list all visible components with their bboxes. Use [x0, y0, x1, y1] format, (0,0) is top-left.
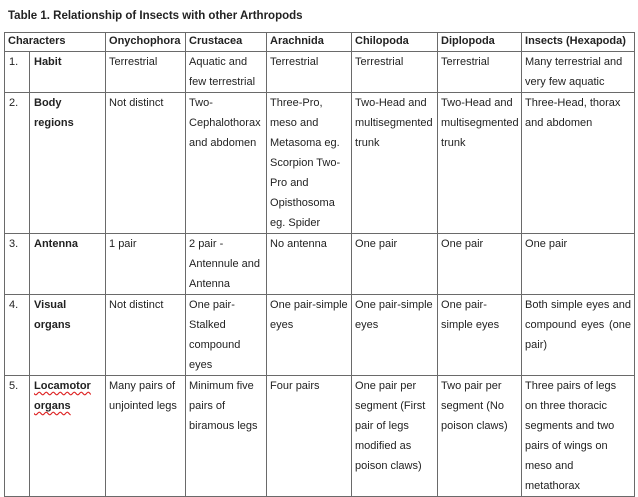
row-character: Antenna — [30, 234, 106, 295]
header-arachnida: Arachnida — [267, 33, 352, 52]
header-chilopoda: Chilopoda — [352, 33, 438, 52]
table-row — [5, 295, 635, 376]
row-character: Visual organs — [30, 295, 106, 376]
row-character: Body regions — [30, 93, 106, 234]
table-cell: Three-Pro, meso and Metasoma eg. Scorpion Two-Pro and Opisthosoma eg. Spider — [267, 93, 352, 234]
table-row — [5, 376, 635, 497]
table-cell: Terrestrial — [438, 52, 522, 93]
table-cell: One pair per segment (First pair of legs modified as poison claws) — [352, 376, 438, 497]
row-number: 3. — [5, 234, 30, 295]
header-diplopoda: Diplopoda — [438, 33, 522, 52]
header-characters: Characters — [5, 33, 106, 52]
table-cell: Three-Head, thorax and abdomen — [522, 93, 635, 234]
table-cell: One pair-simple eyes — [352, 295, 438, 376]
table-row — [5, 52, 635, 93]
table-cell: Two-Head and multisegmented trunk — [352, 93, 438, 234]
row-character: Locamotor organs — [30, 376, 106, 497]
table-cell: Both simple eyes and compound eyes (one pair) — [522, 295, 635, 376]
table-cell: 1 pair — [106, 234, 186, 295]
table-cell: One pair — [438, 234, 522, 295]
row-number: 1. — [5, 52, 30, 93]
header-row — [5, 33, 635, 52]
table-cell: Terrestrial — [352, 52, 438, 93]
table-cell: Terrestrial — [267, 52, 352, 93]
table-cell: Two-Cephalothorax and abdomen — [186, 93, 267, 234]
header-crustacea: Crustacea — [186, 33, 267, 52]
row-number: 4. — [5, 295, 30, 376]
table-cell: Two pair per segment (No poison claws) — [438, 376, 522, 497]
table-row — [5, 234, 635, 295]
row-character: Habit — [30, 52, 106, 93]
table-cell: Many terrestrial and very few aquatic — [522, 52, 635, 93]
header-insects: Insects (Hexapoda) — [522, 33, 635, 52]
table-cell: Four pairs — [267, 376, 352, 497]
table-cell: Minimum five pairs of biramous legs — [186, 376, 267, 497]
table-cell: No antenna — [267, 234, 352, 295]
table-cell: One pair-simple eyes — [438, 295, 522, 376]
table-cell: One pair-simple eyes — [267, 295, 352, 376]
table-cell: One pair — [352, 234, 438, 295]
table-cell: Terrestrial — [106, 52, 186, 93]
table-cell: Many pairs of unjointed legs — [106, 376, 186, 497]
table-cell: One pair-Stalked compound eyes — [186, 295, 267, 376]
table-cell: One pair — [522, 234, 635, 295]
table-cell: Three pairs of legs on three thoracic segments and two pairs of wings on meso and metathorax — [522, 376, 635, 497]
table-cell: Two-Head and multisegmented trunk — [438, 93, 522, 234]
row-number: 5. — [5, 376, 30, 497]
header-onychophora: Onychophora — [106, 33, 186, 52]
table-row — [5, 93, 635, 234]
table-cell: 2 pair - Antennule and Antenna — [186, 234, 267, 295]
table-cell: Aquatic and few terrestrial — [186, 52, 267, 93]
table-cell: Not distinct — [106, 93, 186, 234]
table-cell: Not distinct — [106, 295, 186, 376]
row-number: 2. — [5, 93, 30, 234]
table-caption: Table 1. Relationship of Insects with other Arthropods — [8, 10, 303, 22]
arthropod-comparison-table — [4, 32, 635, 497]
